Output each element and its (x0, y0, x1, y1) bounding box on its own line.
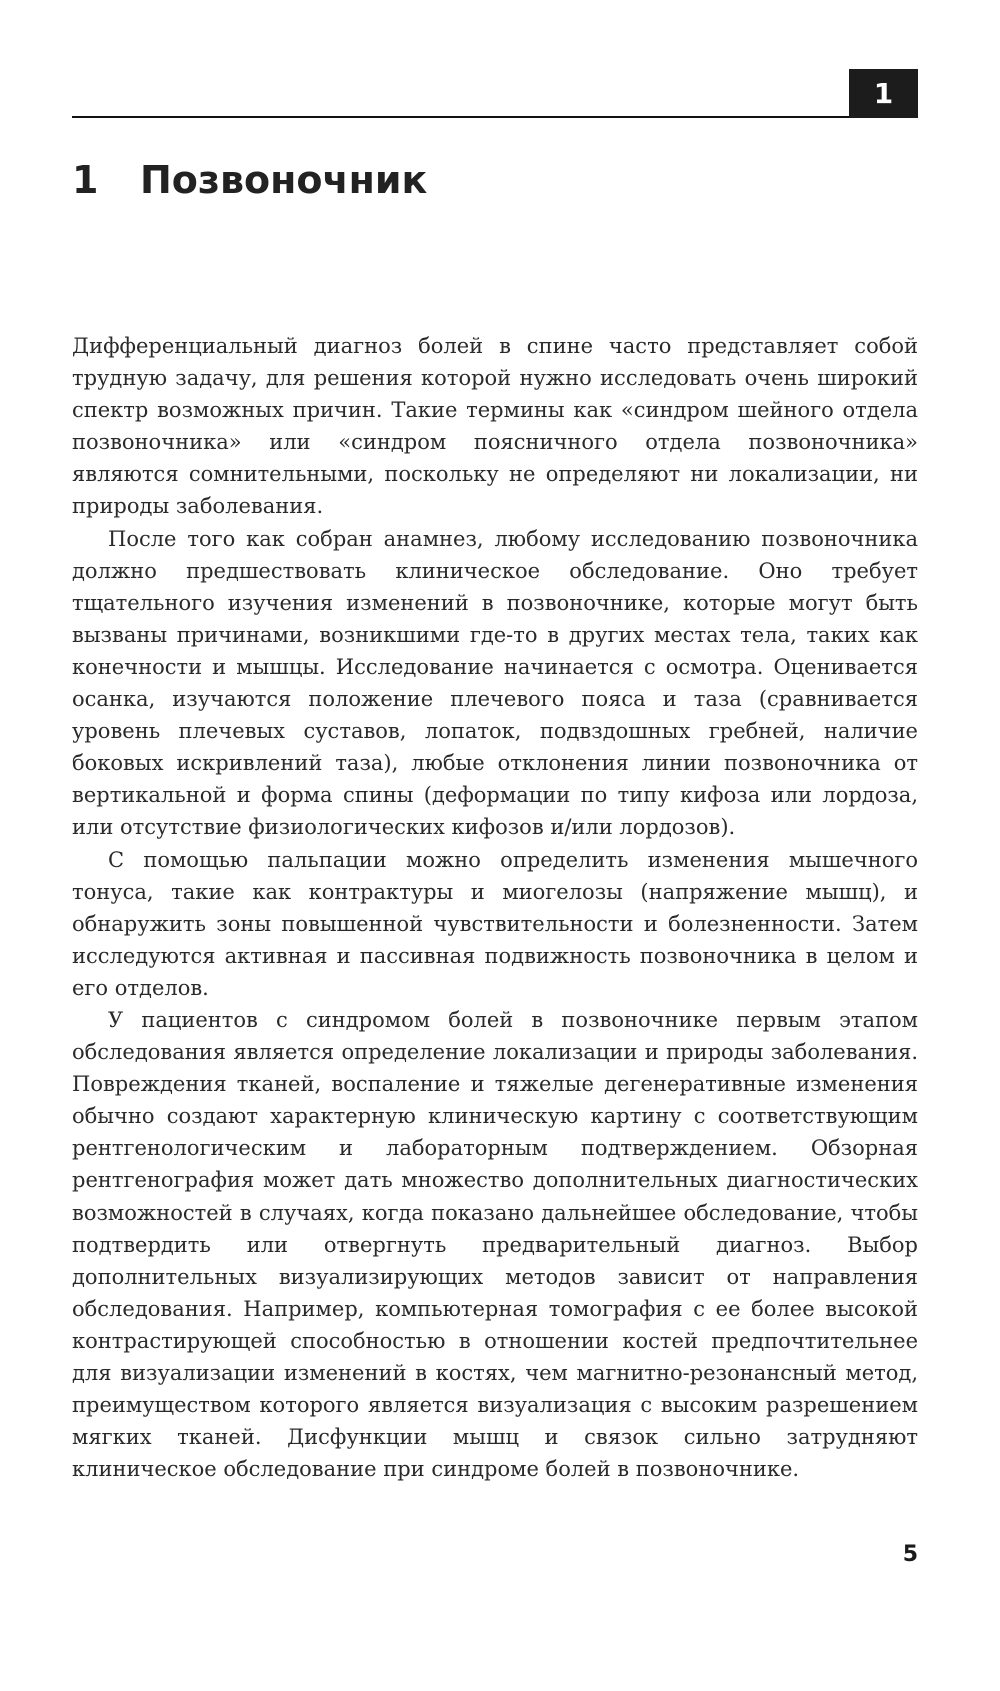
paragraph: После того как собран анамнез, любому исследованию позвоночника должно предшествовать клиническое обследование. Оно требует тщательного изучения изменений в позвоночнике, которые могут быть вызваны причинами, возникшими где-то в других местах тела, таких как конечности и мышцы. Исследование начинается с осмотра. Оценивается осанка, изучаются положение плечевого пояса и таза (сравнивается уровень плечевых суставов, лопаток, подвздошных гребней, наличие боковых искривлений таза), любые отклонения линии позвоночника от вертикальной и форма спины (деформации по типу кифоза или лордоза, или отсутствие физиологических кифозов и/или лордозов). (72, 526, 918, 840)
page-number: 5 (902, 1542, 918, 1567)
paragraph: С помощью пальпации можно определить изменения мышечного тонуса, такие как контрактуры и миогелозы (напряжение мышц), и обнаружить зоны повышенной чувствительности и болезненности. Затем исследуются активная и пассивная подвижность позвоночника в целом и его отделов. (72, 847, 918, 1000)
chapter-tab: 1 (849, 69, 918, 118)
paragraph: У пациентов с синдромом болей в позвоночнике первым этапом обследования является определение локализации и природы заболевания. Повреждения тканей, воспаление и тяжелые дегенеративные изменения обычно создают характерную клиническую картину с соответствующим рентгенологическим и лабораторным подтверждением. Обзорная рентгенография может дать множество дополнительных диагностических возможностей в случаях, когда показано дальнейшее обследование, чтобы подтвердить или отвергнуть предварительный диагноз. Выбор дополнительных визуализирующих методов зависит от направления обследования. Например, компьютерная томография с ее более высокой контрастирующей способностью в отношении костей предпочтительнее для визуализации изменений в костях, чем магнитно-резонансный метод, преимуществом которого является визуализация с высоким разрешением мягких тканей. Дисфункции мышц и связок сильно затрудняют клиническое обследование при синдроме болей в позвоночнике. (72, 1007, 918, 1482)
body-text (72, 330, 918, 1485)
chapter-heading (72, 155, 427, 205)
header-rule (72, 116, 918, 118)
chapter-number: 1 (72, 158, 99, 202)
paragraph: Дифференциальный диагноз болей в спине часто представляет собой трудную задачу, для решения которой нужно исследовать очень широкий спектр возможных причин. Такие термины как «синдром шейного отдела позвоночника» или «синдром поясничного отдела позвоночника» являются сомнительными, поскольку не определяют ни локализации, ни природы заболевания. (72, 334, 918, 519)
chapter-title: Позвоночник (140, 158, 428, 202)
